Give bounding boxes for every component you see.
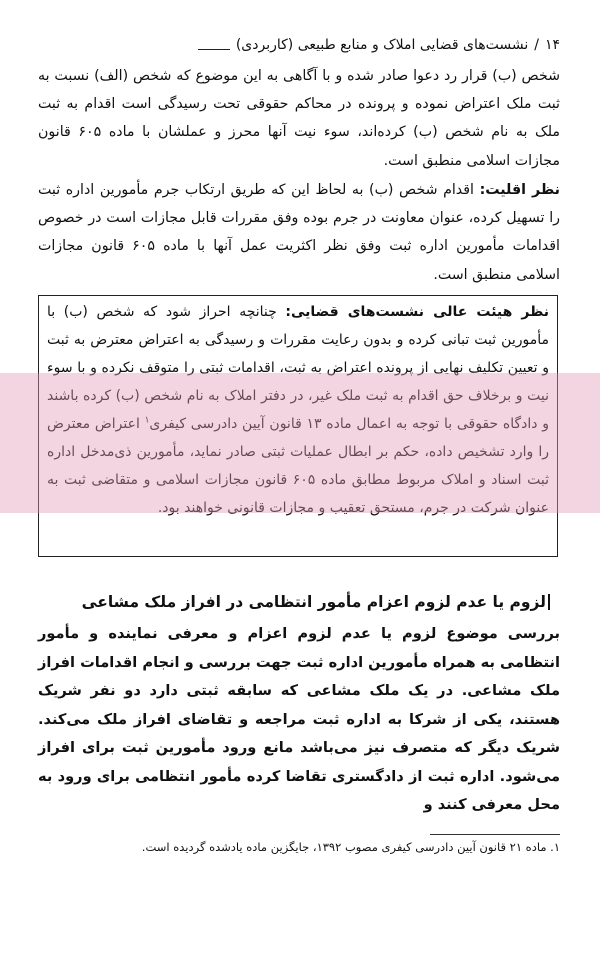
header-rule — [198, 49, 230, 50]
board-label: نظر هیئت عالی نشست‌های قضایی: — [285, 304, 549, 320]
board-opinion-box — [38, 295, 558, 557]
paragraph-majority-end — [38, 62, 560, 175]
book-title: نشست‌های قضایی املاک و منابع طبیعی (کاربردی) — [235, 37, 529, 53]
board-text-part2: اعتراض معترض را وارد تشخیص داده، حکم بر ابطال عملیات ثبتی صادر نماید، مأمورین ذی‌مدخل اداره ثبت اسناد و املاک مربوط مطابق ماده ۶۰۵ قانون مجازات اسلامی و متقاضی ثبت به عنوان شرکت در جرم، مستحق تعقیب و مجازات قانونی خواهند بود. — [47, 416, 549, 516]
footnote-rule — [430, 834, 560, 835]
minority-label: نظر اقلیت: — [479, 182, 560, 198]
section-heading — [38, 590, 560, 614]
section-title-text: لزوم یا عدم لزوم اعزام مأمور انتظامی در افراز ملک مشاعی — [81, 593, 546, 611]
page-header — [38, 36, 560, 54]
header-separator: / — [534, 37, 539, 53]
section-body-text: بررسی موضوع لزوم یا عدم لزوم اعزام و معرفی نماینده و مأمور انتظامی به همراه مأمورین اداره ثبت جهت بررسی و انجام اقدامات افراز ملک مشاعی. در یک ملک مشاعی که سابقه ثبتی دارد دو نفر شریک هستند، یکی از شرکا به اداره ثبت مراجعه و تقاضای افراز ملک می‌کند. شریک دیگر که متصرف نیز می‌باشد مانع ورود مأمورین ثبت برای افراز می‌شود. اداره ثبت از دادگستری تقاضا کرده مأمور انتظامی برای ورود به محل معرفی کنند و — [38, 625, 560, 813]
minority-text: اقدام شخص (ب) به لحاظ این که طریق ارتکاب جرم مأمورین اداره ثبت را تسهیل کرده، عنوان معاونت در جرم بوده وفق مقررات قابل مجازات است در خصوص اقدامات مأمورین اداره ثبت وفق نظر اکثریت عمل آنها با ماده ۶۰۵ قانون مجازات اسلامی منطبق است. — [38, 182, 560, 283]
minority-opinion — [38, 176, 560, 289]
bracket-mark-icon — [548, 594, 560, 610]
page-number: ۱۴ — [544, 37, 560, 53]
board-opinion — [47, 298, 549, 522]
section-body — [38, 620, 560, 820]
footnote-ref: ۱ — [144, 415, 150, 426]
paragraph-text: شخص (ب) قرار رد دعوا صادر شده و با آگاهی به این موضوع که شخص (الف) نسبت به ثبت ملک اعتراض نموده و پرونده در محاکم حقوقی تحت رسیدگی است اقدام به ثبت ملک به نام شخص (ب) کرده‌اند، سوء نیت آنها محرز و عملشان با ماده ۶۰۵ قانون مجازات اسلامی منطبق است. — [38, 68, 560, 169]
footnote-text: ۱. ماده ۲۱ قانون آیین دادرسی کیفری مصوب ۱۳۹۲، جایگزین ماده یادشده گردیده است. — [141, 840, 560, 854]
board-text-part1: چنانچه احراز شود که شخص (ب) با مأمورین ثبت تبانی کرده و بدون رعایت مقررات و رسیدگی به اعتراض معترض به ثبت و تعیین تکلیف نهایی از پرونده اعتراض به ثبت، اقدامات ثبتی را متوقف نکرده و با سوء نیت و برخلاف حق اقدام به ثبت ملک غیر، در دفتر املاک به نام شخص (ب) کرده باشند و دادگاه حقوقی با توجه به اعمال ماده ۱۳ قانون آیین دادرسی کیفری — [47, 304, 549, 432]
footnote — [38, 838, 560, 856]
